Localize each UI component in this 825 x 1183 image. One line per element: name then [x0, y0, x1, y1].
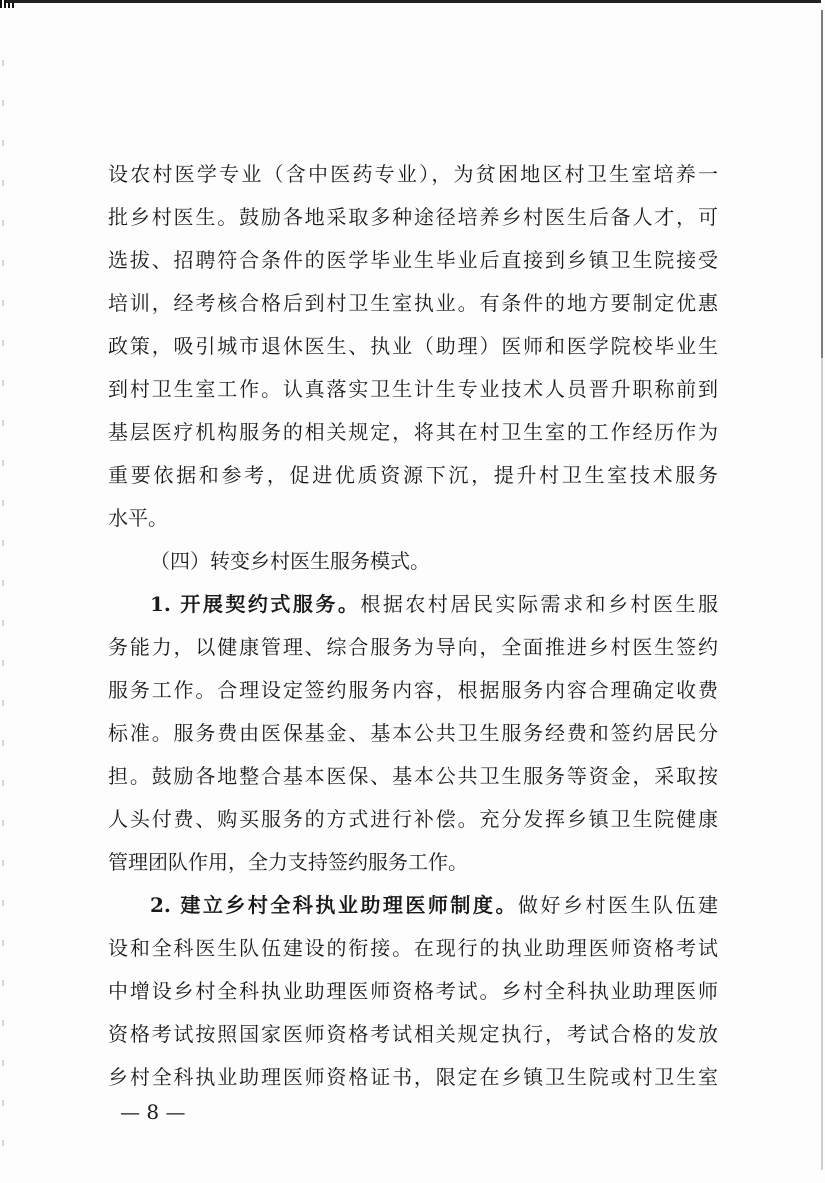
- paragraph-line: 重要依据和参考，促进优质资源下沉，提升村卫生室技术服务: [108, 463, 718, 487]
- item1-line: 务能力，以健康管理、综合服务为导向，全面推进乡村医生签约: [108, 635, 718, 659]
- left-scan-edge: [2, 60, 4, 1160]
- item1-line: 担。鼓励各地整合基本医保、基本公共卫生服务等资金，采取按: [108, 764, 718, 788]
- right-scan-edge: [821, 10, 823, 1170]
- paragraph-line: 到村卫生室工作。认真落实卫生计生专业技术人员晋升职称前到: [108, 377, 718, 401]
- item2-title: 2. 建立乡村全科执业助理医师制度。: [150, 893, 518, 917]
- paragraph-line: 选拔、招聘符合条件的医学毕业生毕业后直接到乡镇卫生院接受: [108, 248, 718, 272]
- item2-line: 中增设乡村全科执业助理医师资格考试。乡村全科执业助理医师: [108, 979, 718, 1003]
- item2-first-line-rest: 做好乡村医生队伍建: [517, 893, 719, 917]
- paragraph-line: 批乡村医生。鼓励各地采取多种途径培养乡村医生后备人才，可: [108, 205, 718, 229]
- item1-line: 标准。服务费由医保基金、基本公共卫生服务经费和签约居民分: [108, 721, 718, 745]
- item1-first-line-rest: 根据农村居民实际需求和乡村医生服: [360, 592, 719, 616]
- paragraph-line: 政策，吸引城市退休医生、执业（助理）医师和医学院校毕业生: [108, 334, 718, 358]
- item2-line: 资格考试按照国家医师资格考试相关规定执行，考试合格的发放: [108, 1022, 718, 1046]
- item1-line: 服务工作。合理设定签约服务内容，根据服务内容合理确定收费: [108, 678, 718, 702]
- paragraph-line: 水平。: [108, 506, 168, 530]
- paragraph-line: 培训，经考核合格后到村卫生室执业。有条件的地方要制定优惠: [108, 291, 718, 315]
- section-heading: （四）转变乡村医生服务模式。: [150, 549, 430, 573]
- paragraph-line: 设农村医学专业（含中医药专业），为贫困地区村卫生室培养一: [108, 162, 718, 186]
- item2-line: 乡村全科执业助理医师资格证书，限定在乡镇卫生院或村卫生室: [108, 1065, 718, 1089]
- paragraph-line: 基层医疗机构服务的相关规定，将其在村卫生室的工作经历作为: [108, 420, 718, 444]
- top-border-rule: [6, 0, 821, 3]
- item1-line: 管理团队作用，全力支持签约服务工作。: [108, 850, 468, 874]
- item1-line: 人头付费、购买服务的方式进行补偿。充分发挥乡镇卫生院健康: [108, 807, 718, 831]
- item2-line: 设和全科医生队伍建设的衔接。在现行的执业助理医师资格考试: [108, 936, 718, 960]
- item1-first-line: [150, 590, 718, 618]
- page-number: — 8 —: [120, 1100, 186, 1124]
- item2-first-line: [150, 891, 718, 919]
- item1-title: 1. 开展契约式服务。: [150, 592, 361, 616]
